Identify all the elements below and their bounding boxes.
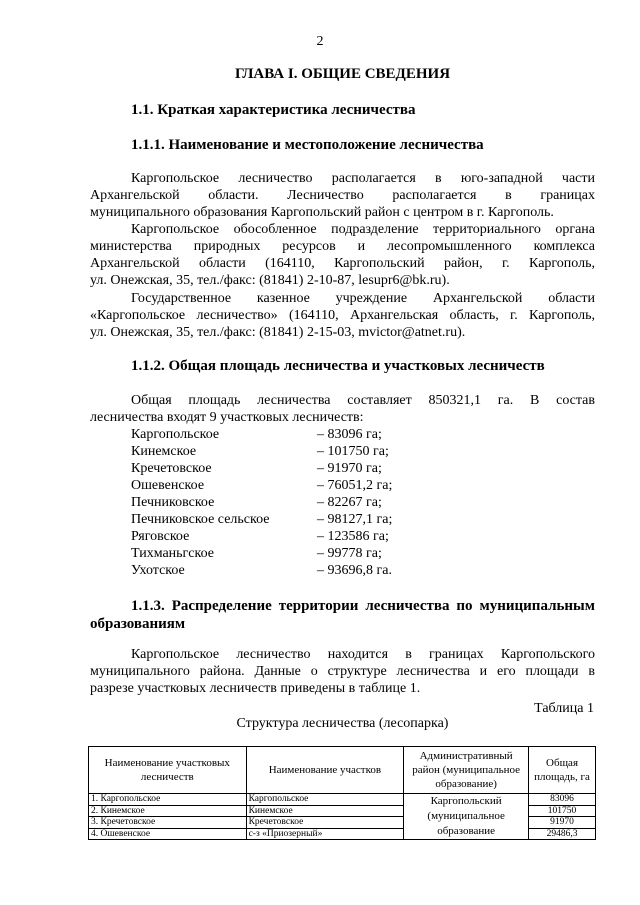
cell-forestry: 3. Кречетовское [89,817,247,829]
paragraph-line: «Каргопольское лесничество» (164110, Архангельская область, г. Каргополь, [90,308,595,323]
paragraph-line: муниципального района. Данные о структуре лесничества и его площади в [90,664,595,679]
list-item [131,562,431,579]
list-item [131,528,431,545]
list-item [131,443,431,460]
paragraph-line: Государственное казенное учреждение Архангельской области [131,291,595,306]
cell-plot: Кинемское [246,805,404,817]
cell-plot: Каргопольское [246,794,404,806]
list-item [131,545,431,562]
cell-forestry: 2. Кинемское [89,805,247,817]
table-row [89,794,596,806]
cell-forestry: 4. Ошевенское [89,828,247,840]
section-heading-1-1-1: 1.1.1. Наименование и местоположение лесничества [131,137,484,153]
cell-area: 91970 [529,817,596,829]
forestry-name: Кинемское [131,444,197,459]
section-heading-1-1-3-cont: образованиям [90,616,186,632]
forestry-area: – 91970 га; [317,461,382,476]
section-heading-1-1: 1.1. Краткая характеристика лесничества [131,102,416,118]
paragraph-line: разрезе участковых лесничеств приведены в таблице 1. [90,681,421,696]
forestry-name: Тихманьгское [131,546,214,561]
forestry-name: Ряговское [131,529,190,544]
paragraph-line: Каргопольское обособленное подразделение территориального органа [131,222,595,237]
table-header-row [89,747,596,794]
header-forestry: Наименование участковых лесничеств [89,747,247,794]
cell-area: 83096 [529,794,596,806]
forestry-area: – 101750 га; [317,444,389,459]
table-number: Таблица 1 [534,701,594,716]
paragraph-line: муниципального образования Каргопольский район с центром в г. Каргополь. [90,205,554,220]
forestry-area: – 76051,2 га; [317,478,393,493]
structure-table [88,746,596,840]
cell-plot: Кречетовское [246,817,404,829]
paragraph-line: лесничества входят 9 участковых лесничеств: [90,410,364,425]
forestry-area: – 83096 га; [317,427,382,442]
forestry-area: – 93696,8 га. [317,563,392,578]
paragraph-line: Архангельской области (164110, Каргопольский район, г. Каргополь, [90,256,595,271]
section-heading-1-1-2: 1.1.2. Общая площадь лесничества и участковых лесничеств [131,358,545,374]
list-item [131,460,431,477]
paragraph-line: ул. Онежская, 35, тел./факс: (81841) 2-15-03, mvictor@atnet.ru). [90,325,466,340]
paragraph-line: министерства природных ресурсов и лесопромышленного комплекса [90,239,595,254]
forestry-name: Каргопольское [131,427,220,442]
paragraph-line: ул. Онежская, 35, тел./факс: (81841) 2-10-87, lesupr6@bk.ru). [90,273,450,288]
paragraph-line: Общая площадь лесничества составляет 850321,1 га. В состав [131,393,595,408]
forestry-name: Печниковское сельское [131,512,270,527]
cell-plot: с-з «Приозерный» [246,828,404,840]
list-item [131,477,431,494]
table-caption: Структура лесничества (лесопарка) [236,716,449,731]
cell-area: 101750 [529,805,596,817]
paragraph-line: Архангельской области. Лесничество располагается в границах [90,188,595,203]
list-item [131,426,431,443]
forestry-name: Ухотское [131,563,185,578]
header-plot: Наименование участков [246,747,404,794]
page-number: 2 [316,34,324,49]
forestry-area: – 98127,1 га; [317,512,393,527]
forestry-area: – 82267 га; [317,495,382,510]
forestry-area: – 123586 га; [317,529,389,544]
paragraph-line: Каргопольское лесничество располагается в юго-западной части [131,171,595,186]
cell-forestry: 1. Каргопольское [89,794,247,806]
forestry-name: Ошевенское [131,478,205,493]
cell-admin-district: Каргопольский (муниципальное образование [404,794,529,840]
list-item [131,494,431,511]
forestry-name: Кречетовское [131,461,212,476]
cell-area: 29486,3 [529,828,596,840]
section-heading-1-1-3: 1.1.3. Распределение территории лесничества по муниципальным [131,598,595,614]
forestry-area: – 99778 га; [317,546,382,561]
forestry-name: Печниковское [131,495,215,510]
header-admin-district: Административный район (муниципальное образование) [404,747,529,794]
list-item [131,511,431,528]
chapter-title: ГЛАВА I. ОБЩИЕ СВЕДЕНИЯ [234,66,451,82]
header-area: Общая площадь, га [529,747,596,794]
paragraph-line: Каргопольское лесничество находится в границах Каргопольского [131,647,595,662]
